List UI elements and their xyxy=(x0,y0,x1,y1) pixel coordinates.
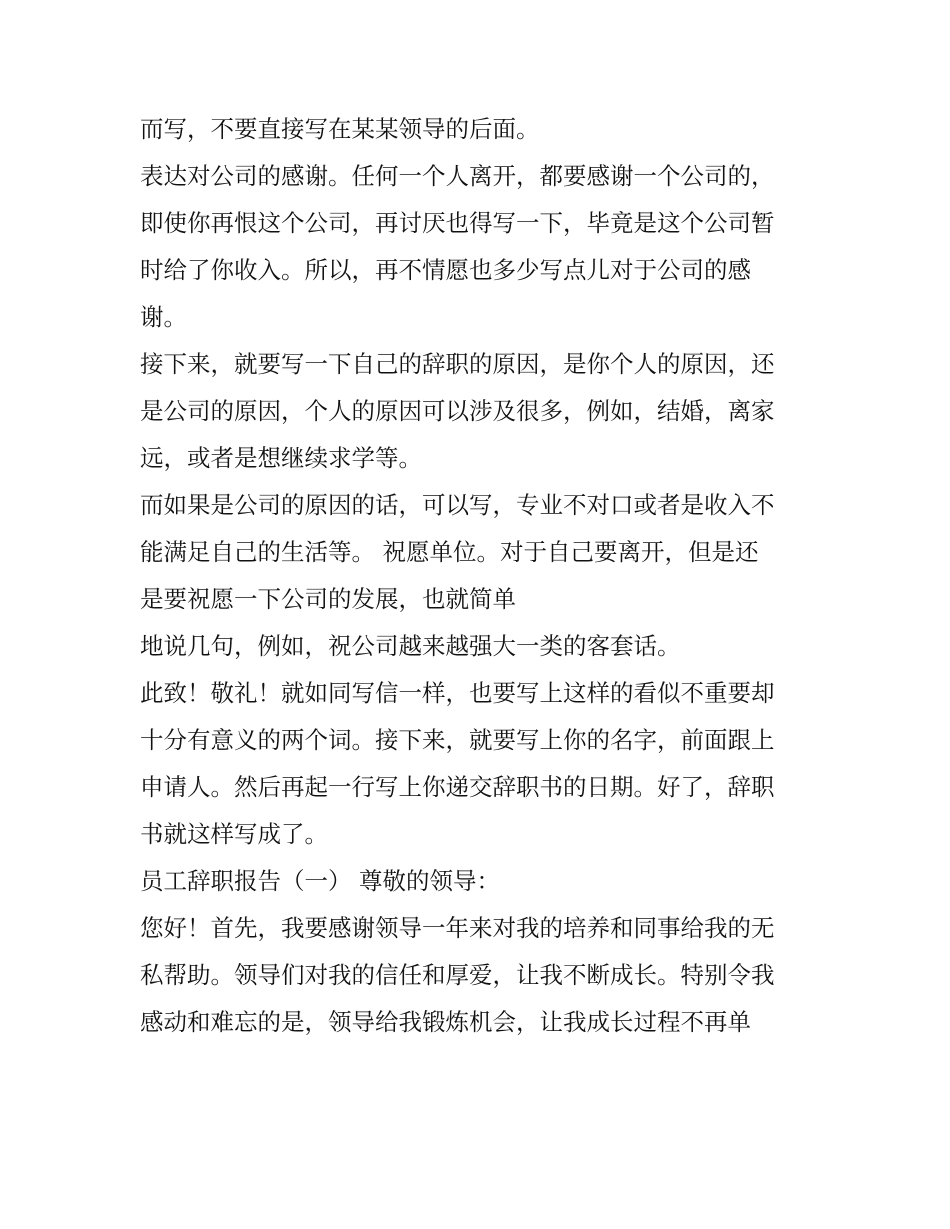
text-line: 而如果是公司的原因的话，可以写，专业不对口或者是收入不 xyxy=(140,491,775,519)
document-body xyxy=(140,106,830,1046)
text-line: 能满足自己的生活等。 祝愿单位。对于自己要离开，但是还 xyxy=(140,538,759,566)
text-line: 远，或者是想继续求学等。 xyxy=(140,444,422,472)
text-line: 私帮助。领导们对我的信任和厚爱，让我不断成长。特别令我 xyxy=(140,961,775,989)
text-line: 书就这样写成了。 xyxy=(140,820,328,848)
text-line: 感动和难忘的是，领导给我锻炼机会，让我成长过程不再单 xyxy=(140,1008,751,1036)
text-line: 十分有意义的两个词。接下来，就要写上你的名字，前面跟上 xyxy=(140,726,775,754)
text-line: 而写，不要直接写在某某领导的后面。 xyxy=(140,115,540,143)
text-line: 表达对公司的感谢。任何一个人离开，都要感谢一个公司的， xyxy=(140,162,775,190)
section-heading-line: 员工辞职报告（一） 尊敬的领导： xyxy=(140,867,500,895)
text-line: 谢。 xyxy=(140,303,187,331)
text-line: 此致！敬礼！就如同写信一样，也要写上这样的看似不重要却 xyxy=(140,679,775,707)
text-line: 是公司的原因，个人的原因可以涉及很多，例如，结婚，离家 xyxy=(140,397,775,425)
text-line: 是要祝愿一下公司的发展，也就简单 xyxy=(140,585,516,613)
text-line: 时给了你收入。所以，再不情愿也多少写点儿对于公司的感 xyxy=(140,256,751,284)
text-line: 地说几句，例如，祝公司越来越强大一类的客套话。 xyxy=(140,632,681,660)
text-line: 即使你再恨这个公司，再讨厌也得写一下，毕竟是这个公司暂 xyxy=(140,209,775,237)
text-line: 您好！首先，我要感谢领导一年来对我的培养和同事给我的无 xyxy=(140,914,775,942)
text-line: 申请人。然后再起一行写上你递交辞职书的日期。好了，辞职 xyxy=(140,773,775,801)
text-line: 接下来，就要写一下自己的辞职的原因，是你个人的原因，还 xyxy=(140,350,775,378)
